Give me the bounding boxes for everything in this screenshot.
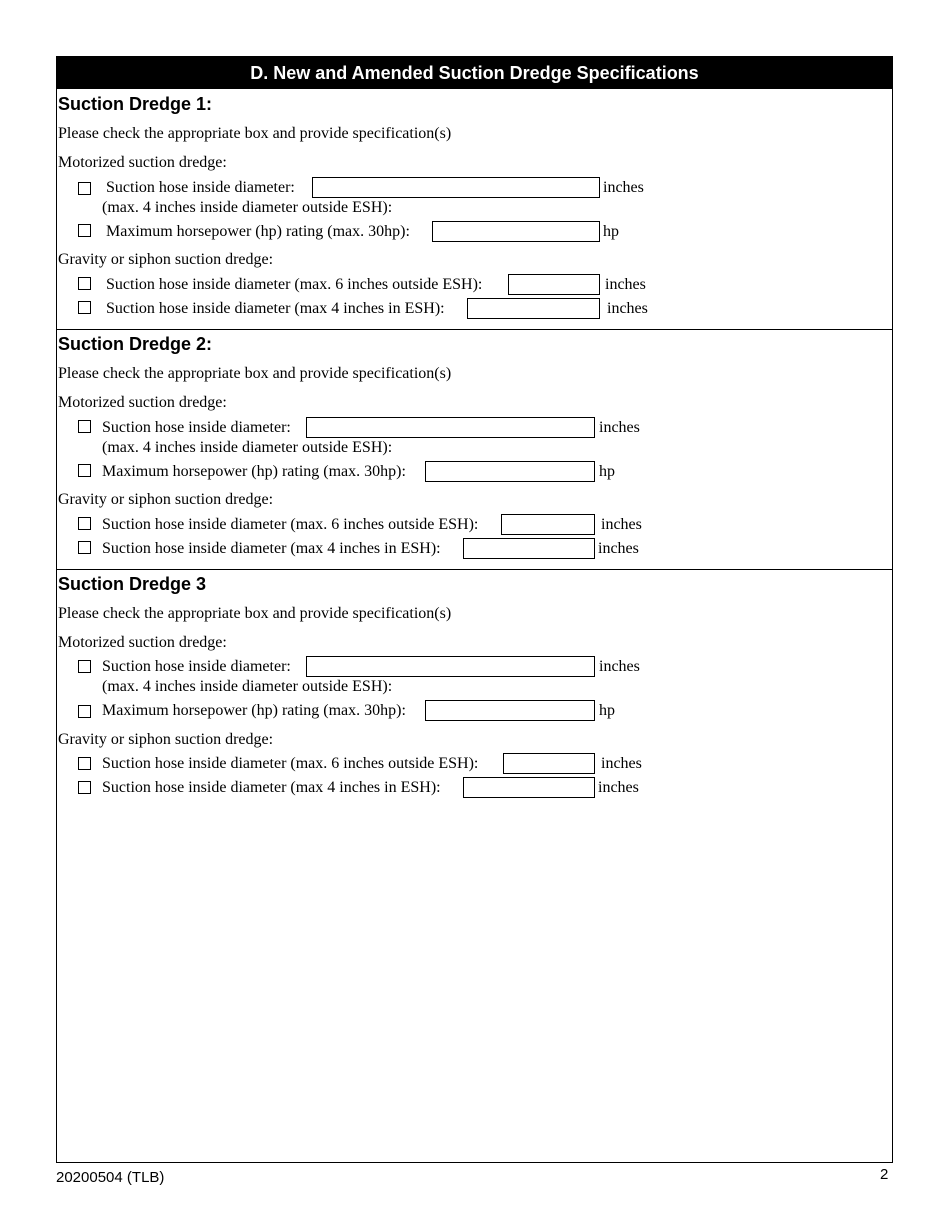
section-header: D. New and Amended Suction Dredge Specifications bbox=[57, 57, 892, 89]
hose-note: (max. 4 inches inside diameter outside ESH): bbox=[102, 678, 393, 695]
gravity-hose2-label: Suction hose inside diameter (max 4 inches in ESH): bbox=[102, 779, 441, 796]
hose-label: Suction hose inside diameter: bbox=[102, 419, 291, 436]
hose-diameter-input[interactable] bbox=[312, 177, 600, 198]
gravity-hose2-checkbox[interactable] bbox=[78, 301, 91, 314]
hp-input[interactable] bbox=[425, 461, 595, 482]
suction-dredge-2-section bbox=[57, 329, 892, 570]
gravity-hose2-input[interactable] bbox=[467, 298, 600, 319]
section-heading: Suction Dredge 2: bbox=[58, 334, 213, 354]
gravity-label: Gravity or siphon suction dredge: bbox=[58, 731, 274, 748]
hp-unit: hp bbox=[599, 463, 615, 480]
hp-checkbox[interactable] bbox=[78, 705, 91, 718]
hp-unit: hp bbox=[603, 223, 619, 240]
hose-note: (max. 4 inches inside diameter outside ESH): bbox=[102, 439, 393, 456]
motorized-label: Motorized suction dredge: bbox=[58, 394, 227, 411]
instruction-text: Please check the appropriate box and provide specification(s) bbox=[58, 365, 452, 382]
form-frame bbox=[56, 56, 893, 1163]
gravity-hose1-input[interactable] bbox=[508, 274, 600, 295]
suction-dredge-3-section bbox=[57, 569, 892, 809]
hp-label: Maximum horsepower (hp) rating (max. 30hp): bbox=[102, 463, 406, 480]
gravity-hose2-input[interactable] bbox=[463, 777, 595, 798]
gravity-hose2-label: Suction hose inside diameter (max 4 inches in ESH): bbox=[106, 300, 445, 317]
hose-label: Suction hose inside diameter: bbox=[106, 179, 295, 196]
motorized-label: Motorized suction dredge: bbox=[58, 634, 227, 651]
gravity-hose2-checkbox[interactable] bbox=[78, 781, 91, 794]
gravity-hose2-label: Suction hose inside diameter (max 4 inches in ESH): bbox=[102, 540, 441, 557]
gravity-hose1-checkbox[interactable] bbox=[78, 517, 91, 530]
gravity-hose1-unit: inches bbox=[601, 516, 642, 533]
hp-unit: hp bbox=[599, 702, 615, 719]
gravity-hose2-input[interactable] bbox=[463, 538, 595, 559]
motorized-label: Motorized suction dredge: bbox=[58, 154, 227, 171]
hp-checkbox[interactable] bbox=[78, 224, 91, 237]
form-code: 20200504 (TLB) bbox=[56, 1169, 165, 1186]
hose-diameter-input[interactable] bbox=[306, 417, 595, 438]
hp-checkbox[interactable] bbox=[78, 464, 91, 477]
gravity-hose1-label: Suction hose inside diameter (max. 6 inches outside ESH): bbox=[102, 516, 479, 533]
gravity-hose1-input[interactable] bbox=[503, 753, 595, 774]
motorized-hose-checkbox[interactable] bbox=[78, 182, 91, 195]
motorized-hose-checkbox[interactable] bbox=[78, 660, 91, 673]
hp-label: Maximum horsepower (hp) rating (max. 30hp): bbox=[106, 223, 410, 240]
gravity-hose2-unit: inches bbox=[598, 779, 639, 796]
gravity-hose1-unit: inches bbox=[605, 276, 646, 293]
section-heading: Suction Dredge 1: bbox=[58, 94, 213, 114]
gravity-hose1-input[interactable] bbox=[501, 514, 595, 535]
hose-unit: inches bbox=[599, 658, 640, 675]
page-number: 2 bbox=[880, 1166, 889, 1183]
gravity-label: Gravity or siphon suction dredge: bbox=[58, 491, 274, 508]
hose-unit: inches bbox=[599, 419, 640, 436]
instruction-text: Please check the appropriate box and provide specification(s) bbox=[58, 125, 452, 142]
hose-unit: inches bbox=[603, 179, 644, 196]
gravity-hose1-unit: inches bbox=[601, 755, 642, 772]
gravity-hose2-unit: inches bbox=[607, 300, 648, 317]
hp-label: Maximum horsepower (hp) rating (max. 30hp): bbox=[102, 702, 406, 719]
gravity-hose1-checkbox[interactable] bbox=[78, 277, 91, 290]
motorized-hose-checkbox[interactable] bbox=[78, 420, 91, 433]
gravity-hose2-unit: inches bbox=[598, 540, 639, 557]
gravity-hose2-checkbox[interactable] bbox=[78, 541, 91, 554]
hp-input[interactable] bbox=[432, 221, 600, 242]
instruction-text: Please check the appropriate box and provide specification(s) bbox=[58, 605, 452, 622]
gravity-hose1-label: Suction hose inside diameter (max. 6 inches outside ESH): bbox=[106, 276, 483, 293]
suction-dredge-1-section bbox=[57, 89, 892, 330]
gravity-hose1-label: Suction hose inside diameter (max. 6 inches outside ESH): bbox=[102, 755, 479, 772]
hose-label: Suction hose inside diameter: bbox=[102, 658, 291, 675]
gravity-label: Gravity or siphon suction dredge: bbox=[58, 251, 274, 268]
hp-input[interactable] bbox=[425, 700, 595, 721]
gravity-hose1-checkbox[interactable] bbox=[78, 757, 91, 770]
hose-diameter-input[interactable] bbox=[306, 656, 595, 677]
hose-note: (max. 4 inches inside diameter outside ESH): bbox=[102, 199, 393, 216]
section-heading: Suction Dredge 3 bbox=[58, 574, 207, 594]
